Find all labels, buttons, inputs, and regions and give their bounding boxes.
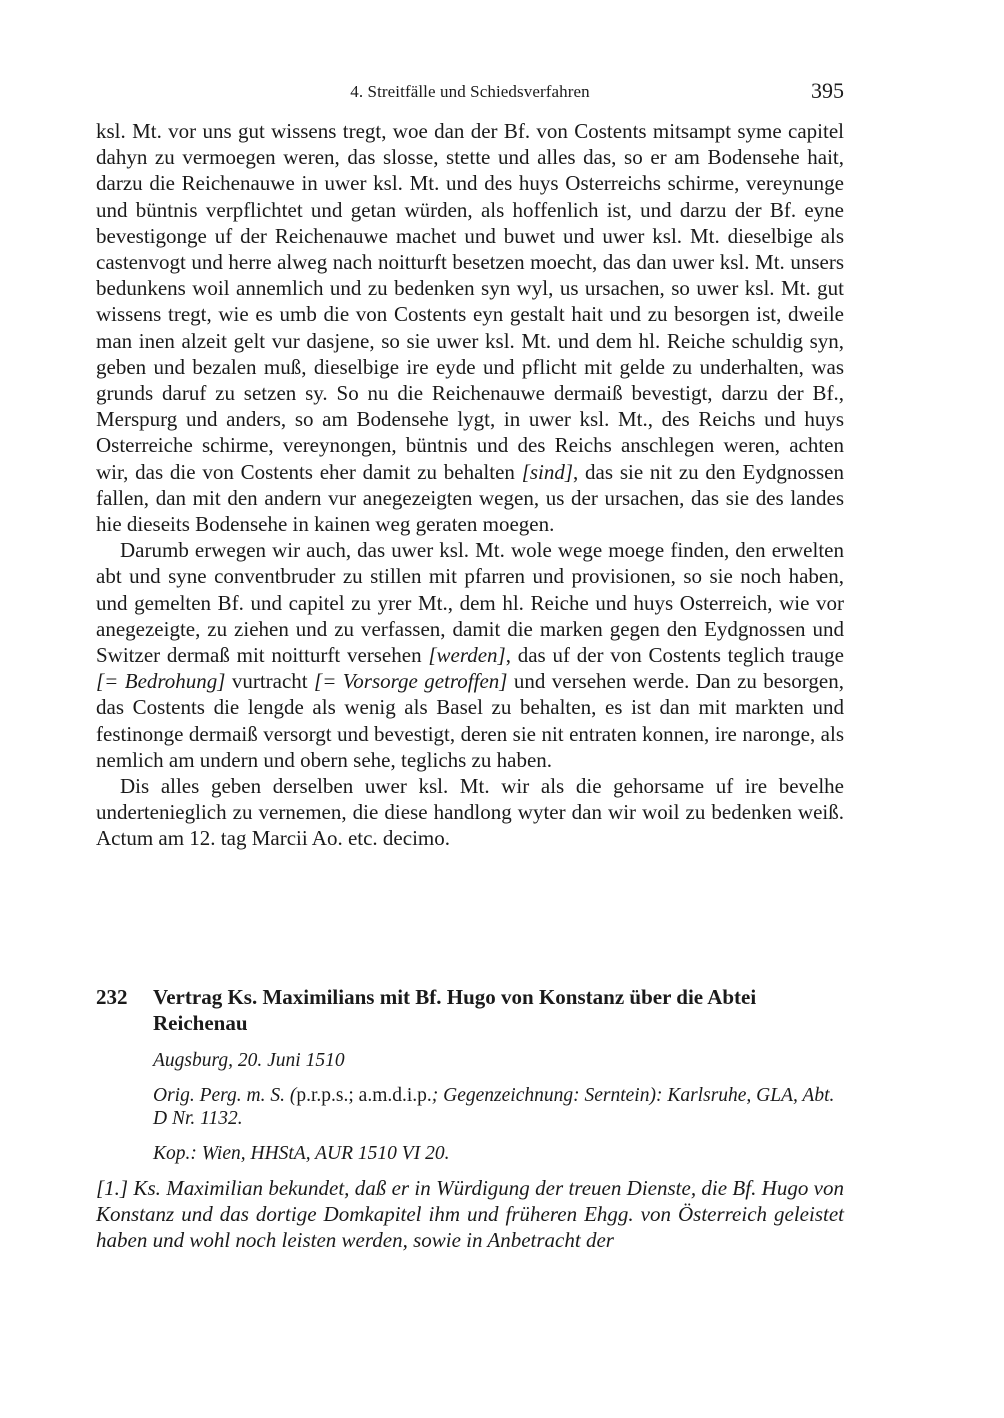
source-text-d: ; Gegenzeichnung: Serntein): Karlsruhe, GLA, Abt. D Nr. 1132.	[153, 1085, 835, 1129]
paragraph-1-text-b: , das sie nit zu den Eydgnossen fallen, dan mit den andern vur anegezeigten wegen, us der ursachen, das sie des landes hie dieseits Bodensehe in kainen weg geraten moegen.	[96, 459, 845, 537]
running-head	[96, 78, 844, 108]
regest-text: [1.] Ks. Maximilian bekundet, daß er in Würdigung der treuen Dienste, die Bf. Hugo von Konstanz und das dortige Domkapitel ihm und früheren Ehgg. von Österreich geleistet haben und wohl noch leisten werden, sowie in Anbetracht der	[96, 1176, 844, 1252]
entry-title: Vertrag Ks. Maximilians mit Bf. Hugo von Konstanz über die Abtei Reichenau	[153, 985, 757, 1035]
source-text-a: Orig. Perg. m. S. (	[153, 1085, 297, 1106]
paragraph-2-text-c: vurtracht	[225, 669, 315, 694]
paragraph-2-text-d: und versehen werde. Dan zu besorgen, das Costents die lengde als wenig als Basel zu behalten, es ist dan mit markten und festinonge dermaiß versorgt und bevestigt, deren sie nit entraten konnen, ire naronge, als nemlich am undern und obern sehe, teglichs zu haben.	[96, 669, 844, 772]
paragraph-2-text-b: , das uf der von Costents teglich trauge	[505, 643, 844, 668]
paragraph-1	[96, 118, 844, 537]
source-copy: Kop.: Wien, HHStA, AUR 1510 VI 20.	[153, 1143, 450, 1164]
paragraph-2	[96, 537, 844, 773]
editorial-gloss: [= Vorsorge getroffen]	[314, 669, 508, 694]
running-title: 4. Streitfälle und Schiedsverfahren	[350, 82, 590, 101]
page-number: 395	[811, 78, 844, 103]
entry-number: 232	[96, 985, 128, 1009]
editorial-insert: [werden]	[428, 643, 506, 668]
document-entry	[96, 984, 844, 1253]
paragraph-1-text-a: ksl. Mt. vor uns gut wissens tregt, woe dan der Bf. von Costents mitsampt syme capitel dahyn zu vermoegen weren, das slosse, stette und alles das, so er am Bodensehe hait, darzu die Reichenauwe in uwer ksl. Mt. und des huys Osterreichs schirme, vereynunge und büntnis verpflichtet und getan würden, als hoffenlich ist, und darzu der Bf. eyne bevestigonge uf der Reichenauwe machet und buwet und uwer ksl. Mt. dieselbige als castenvogt und herre alweg nach noitturft besetzen moecht, das dan uwer ksl. Mt. unsers bedunkens woil annemlich und zu bedenken syn wyl, us ursachen, so uwer ksl. Mt. gut wissens tregt, wie es umb die von Costents eyn gestalt hait und zu besorgen ist, dweile man inen alzeit gelt vur dasjene, so sie uwer ksl. Mt. und dem hl. Reiche schuldig syn, geben und bezalen muß, dieselbige ire eyde und pflicht mit gelde zu underhalten, was grunds daruf zu setzen sy. So nu die Reichenauwe dermaiß bevestigt, darzu der Bf., Merspurg und anders, so am Bodensehe lygt, in uwer ksl. Mt., des Reichs und huys Osterreiche schirme, vereynongen, büntnis und des Reichs anschlegen weren, achten wir, das die von Costents eher damit zu behalten	[96, 119, 844, 484]
source-text-b: p.r.p.s.;	[296, 1085, 354, 1106]
paragraph-3: Dis alles geben derselben uwer ksl. Mt. wir als die gehorsame uf ire bevelhe undertenieglich zu vernemen, die diese handlong wyter dan wir woil zu bedenken weiß. Actum am 12. tag Marcii Ao. etc. decimo.	[96, 774, 844, 851]
source-original	[153, 1084, 844, 1130]
editorial-gloss: [= Bedrohung]	[96, 669, 226, 694]
main-text	[96, 118, 844, 852]
entry-heading	[96, 984, 844, 1036]
paragraph-2-text-a: Darumb erwegen wir auch, das uwer ksl. Mt. wole wege moege finden, den erwelten abt und syne conventbruder zu stillen mit pfarren und provisionen, so sie noch haben, und gemelten Bf. und capitel zu yrer Mt., dem hl. Reiche und huys Osterreich, wie vor anegezeigte, zu ziehen und zu verfassen, damit die marken gegen den Eydgnossen und Switzer dermaß mit noitturft versehen	[96, 538, 844, 668]
place-date: Augsburg, 20. Juni 1510	[153, 1050, 345, 1071]
source-text-c: a.m.d.i.p.	[353, 1085, 432, 1106]
editorial-insert: [sind]	[521, 459, 574, 484]
